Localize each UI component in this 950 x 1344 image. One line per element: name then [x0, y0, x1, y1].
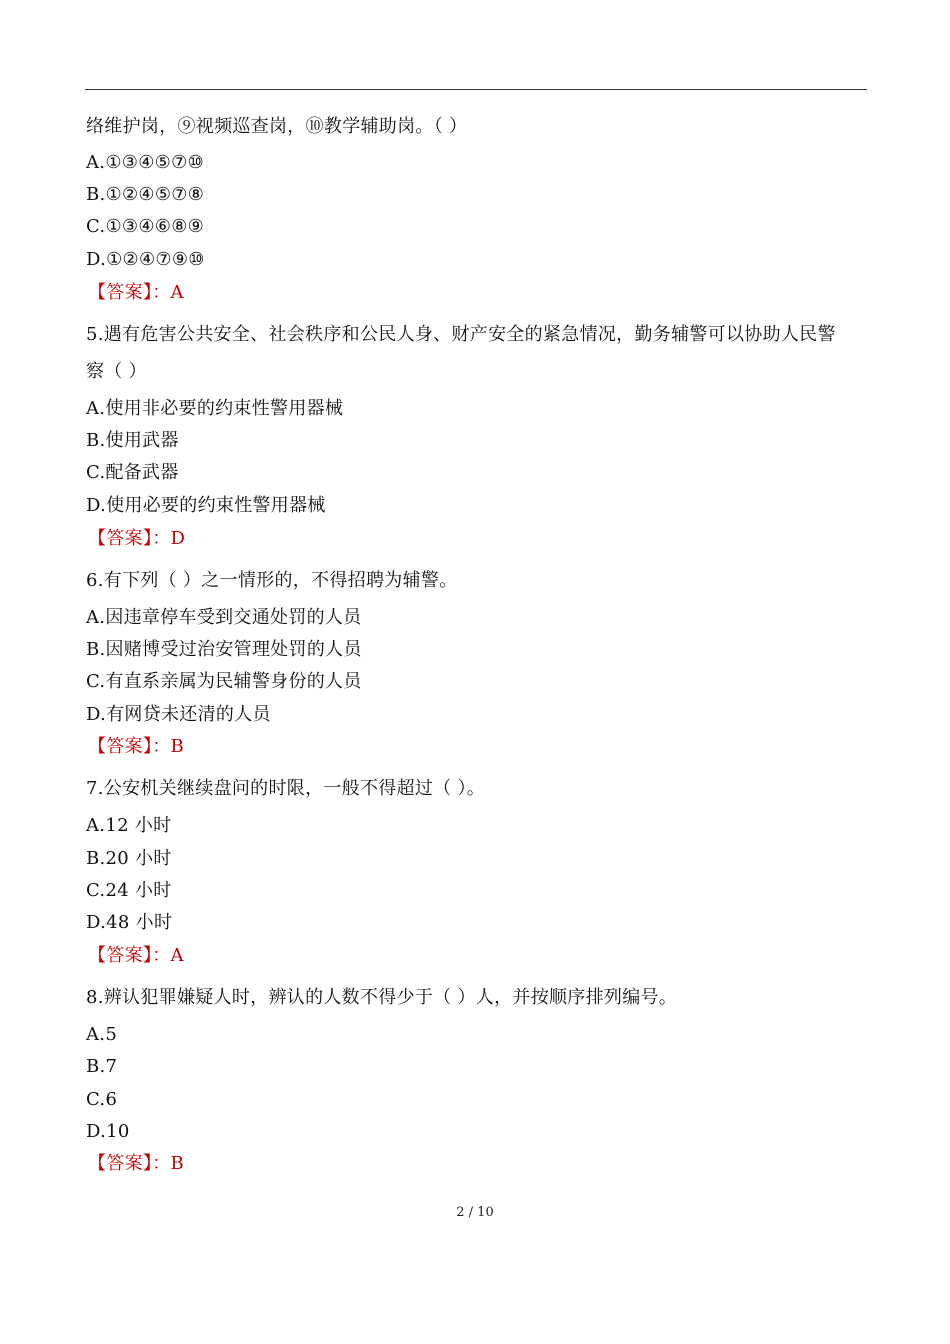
option-c: C.有直系亲属为民辅警身份的人员: [86, 671, 362, 692]
option-b: B.①②④⑤⑦⑧: [86, 184, 205, 205]
question-8-text: 8.辨认犯罪嫌疑人时，辨认的人数不得少于（ ）人，并按顺序排列编号。: [86, 987, 678, 1008]
option-d: D.48 小时: [86, 912, 173, 933]
option-c: C.24 小时: [86, 880, 172, 901]
option-c: C.①③④⑥⑧⑨: [86, 216, 205, 237]
option-b: B.7: [86, 1056, 118, 1077]
option-a: A.因违章停车受到交通处罚的人员: [86, 607, 362, 628]
answer: 【答案】：A: [88, 282, 184, 303]
option-d: D.有网贷未还清的人员: [86, 704, 271, 725]
question-5-text: 5.遇有危害公共安全、社会秩序和公民人身、财产安全的紧急情况，勤务辅警可以协助人民警: [86, 324, 836, 345]
option-d: D.10: [86, 1121, 130, 1142]
option-a: A.①③④⑤⑦⑩: [86, 152, 204, 173]
option-b: B.因赌博受过治安管理处罚的人员: [86, 639, 362, 660]
answer: 【答案】：B: [88, 1153, 185, 1174]
header-rule: [85, 89, 867, 90]
option-b: B.使用武器: [86, 430, 179, 451]
option-a: A.5: [86, 1024, 118, 1045]
answer: 【答案】：B: [88, 736, 185, 757]
page-number: 2 / 10: [456, 1205, 494, 1220]
answer: 【答案】：D: [88, 528, 186, 549]
option-a: A.12 小时: [86, 815, 172, 836]
option-c: C.6: [86, 1089, 118, 1110]
option-a: A.使用非必要的约束性警用器械: [86, 398, 344, 419]
option-d: D.①②④⑦⑨⑩: [86, 249, 205, 270]
option-d: D.使用必要的约束性警用器械: [86, 495, 326, 516]
option-b: B.20 小时: [86, 848, 172, 869]
question-4-text-end: 络维护岗，⑨视频巡查岗，⑩教学辅助岗。（ ）: [86, 116, 468, 137]
question-7-text: 7.公安机关继续盘问的时限，一般不得超过（ ）。: [86, 778, 486, 799]
question-6-text: 6.有下列（ ）之一情形的，不得招聘为辅警。: [86, 570, 458, 591]
option-c: C.配备武器: [86, 462, 179, 483]
question-5-text-cont: 察（ ）: [86, 361, 147, 382]
answer: 【答案】：A: [88, 945, 184, 966]
